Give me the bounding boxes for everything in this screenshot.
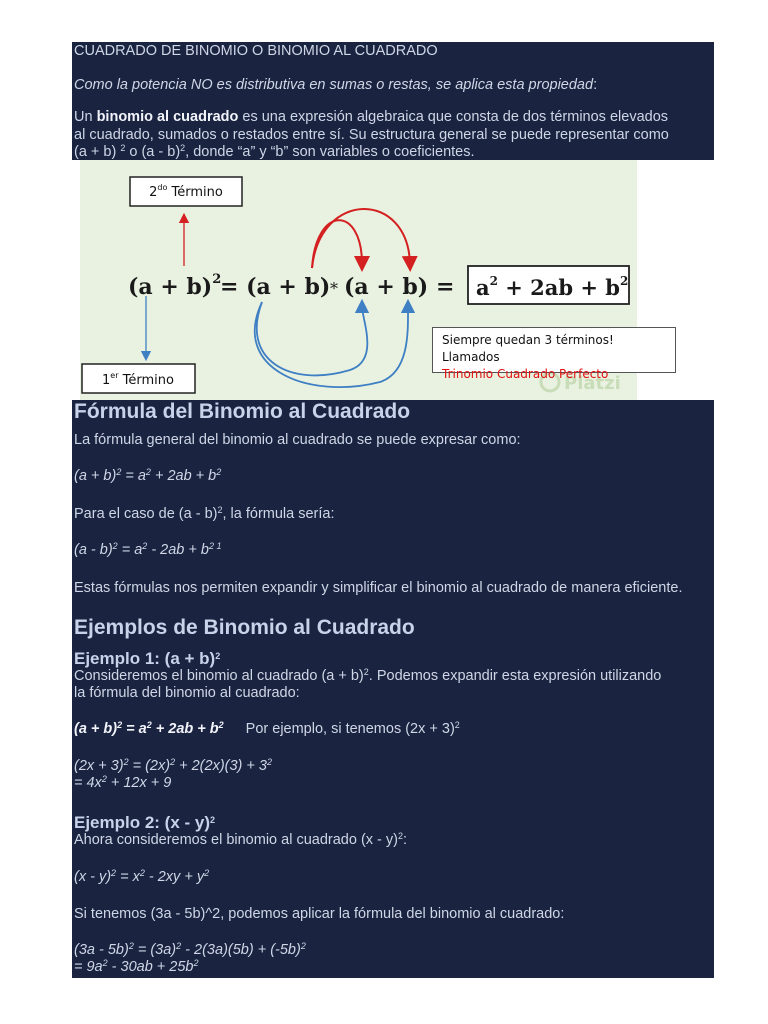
formula-plus: $(a + b)^2 = a^2 + 2ab + b^2$	[74, 467, 222, 484]
definition-line-3: (a + b) $^2$ o (a - b)$^2$, donde “a” y “b” son variables o coeficientes.	[74, 143, 475, 160]
example-2-calc-1: $(3a - 5b)^2 = (3a)^2 - 2(3a)(5b) + (-5b)^2$	[74, 941, 306, 958]
formula-minus: $(a - b)^2 = a^2 - 2ab + b^{2 1}$	[74, 541, 222, 558]
red-arc-a	[312, 220, 362, 268]
svg-text:Platzi: Platzi	[564, 373, 621, 394]
definition-line-1: Un binomio al cuadrado es una expresión algebraica que consta de dos términos elevados	[74, 109, 669, 125]
example-2-line-1: Ahora consideremos el binomio al cuadrado (x - y)$^2$:	[74, 831, 408, 848]
example-1-line-1: Consideremos el binomio al cuadrado $(a + b)^2$. Podemos expandir esta expresión utilizando	[74, 667, 662, 684]
example-2-title: Ejemplo 2: (x - y)$^2$	[74, 813, 216, 832]
example-2-line-2: Si tenemos (3a - 5b)^2, podemos aplicar la fórmula del binomio al cuadrado:	[74, 906, 565, 922]
note-line-1: Siempre quedan 3 términos! Llamados	[442, 333, 614, 364]
note-line-2: Trinomio Cuadrado Perfecto	[442, 367, 609, 381]
examples-title: Ejemplos de Binomio al Cuadrado	[74, 616, 415, 639]
blue-arc-a	[257, 302, 368, 375]
example-1-title: Ejemplo 1: $(a + b)^2$	[74, 649, 221, 668]
content-panel	[72, 400, 714, 978]
result-expression: $a^2 + 2ab + b^2$	[476, 274, 629, 300]
formula-intro: La fórmula general del binomio al cuadrado se puede expresar como:	[74, 432, 521, 448]
times-symbol: *	[330, 279, 338, 298]
equation-first-factor: = (a + b)	[220, 274, 331, 300]
case-minus-line: Para el caso de (a - b)$^2$, la fórmula sería:	[74, 505, 335, 522]
example-2-formula: $(x - y)^2 = x^2 - 2xy + y^2$	[74, 868, 210, 885]
example-1-line-2: la fórmula del binomio al cuadrado:	[74, 685, 300, 701]
equation-second-factor: (a + b)	[344, 274, 429, 300]
note-box	[432, 327, 676, 381]
first-term-label: 1er Término	[102, 371, 174, 388]
example-1-formula: $(a + b)^2 = a^2 + 2ab + b^2$ Por ejemplo, si tenemos $(2x + 3)^2$	[74, 720, 460, 737]
intro-line: Como la potencia NO es distributiva en sumas o restas, se aplica esta propiedad:	[74, 77, 598, 93]
formulas-note: Estas fórmulas nos permiten expandir y simplificar el binomio al cuadrado de manera eficiente.	[74, 580, 683, 596]
example-1-calc-1: $(2x + 3)^2 = (2x)^2 + 2(2x)(3) + 3^2$	[74, 757, 272, 774]
example-1-calc-2: = $4x^2 + 12x + 9$	[74, 774, 172, 791]
equation-lhs: $(a + b)^2$	[128, 272, 222, 300]
example-2-calc-2: = $9a^2 - 30ab + 25b^2$	[74, 958, 199, 975]
intro-panel	[72, 42, 714, 160]
second-term-label: $2^{do}$ Término	[149, 183, 223, 200]
formula-title: Fórmula del Binomio al Cuadrado	[74, 400, 411, 423]
equation-equals: =	[436, 274, 455, 300]
definition-line-2: al cuadrado, sumados o restados entre sí. Su estructura general se puede representar como	[74, 127, 669, 143]
document-heading: CUADRADO DE BINOMIO O BINOMIO AL CUADRADO	[74, 43, 438, 59]
